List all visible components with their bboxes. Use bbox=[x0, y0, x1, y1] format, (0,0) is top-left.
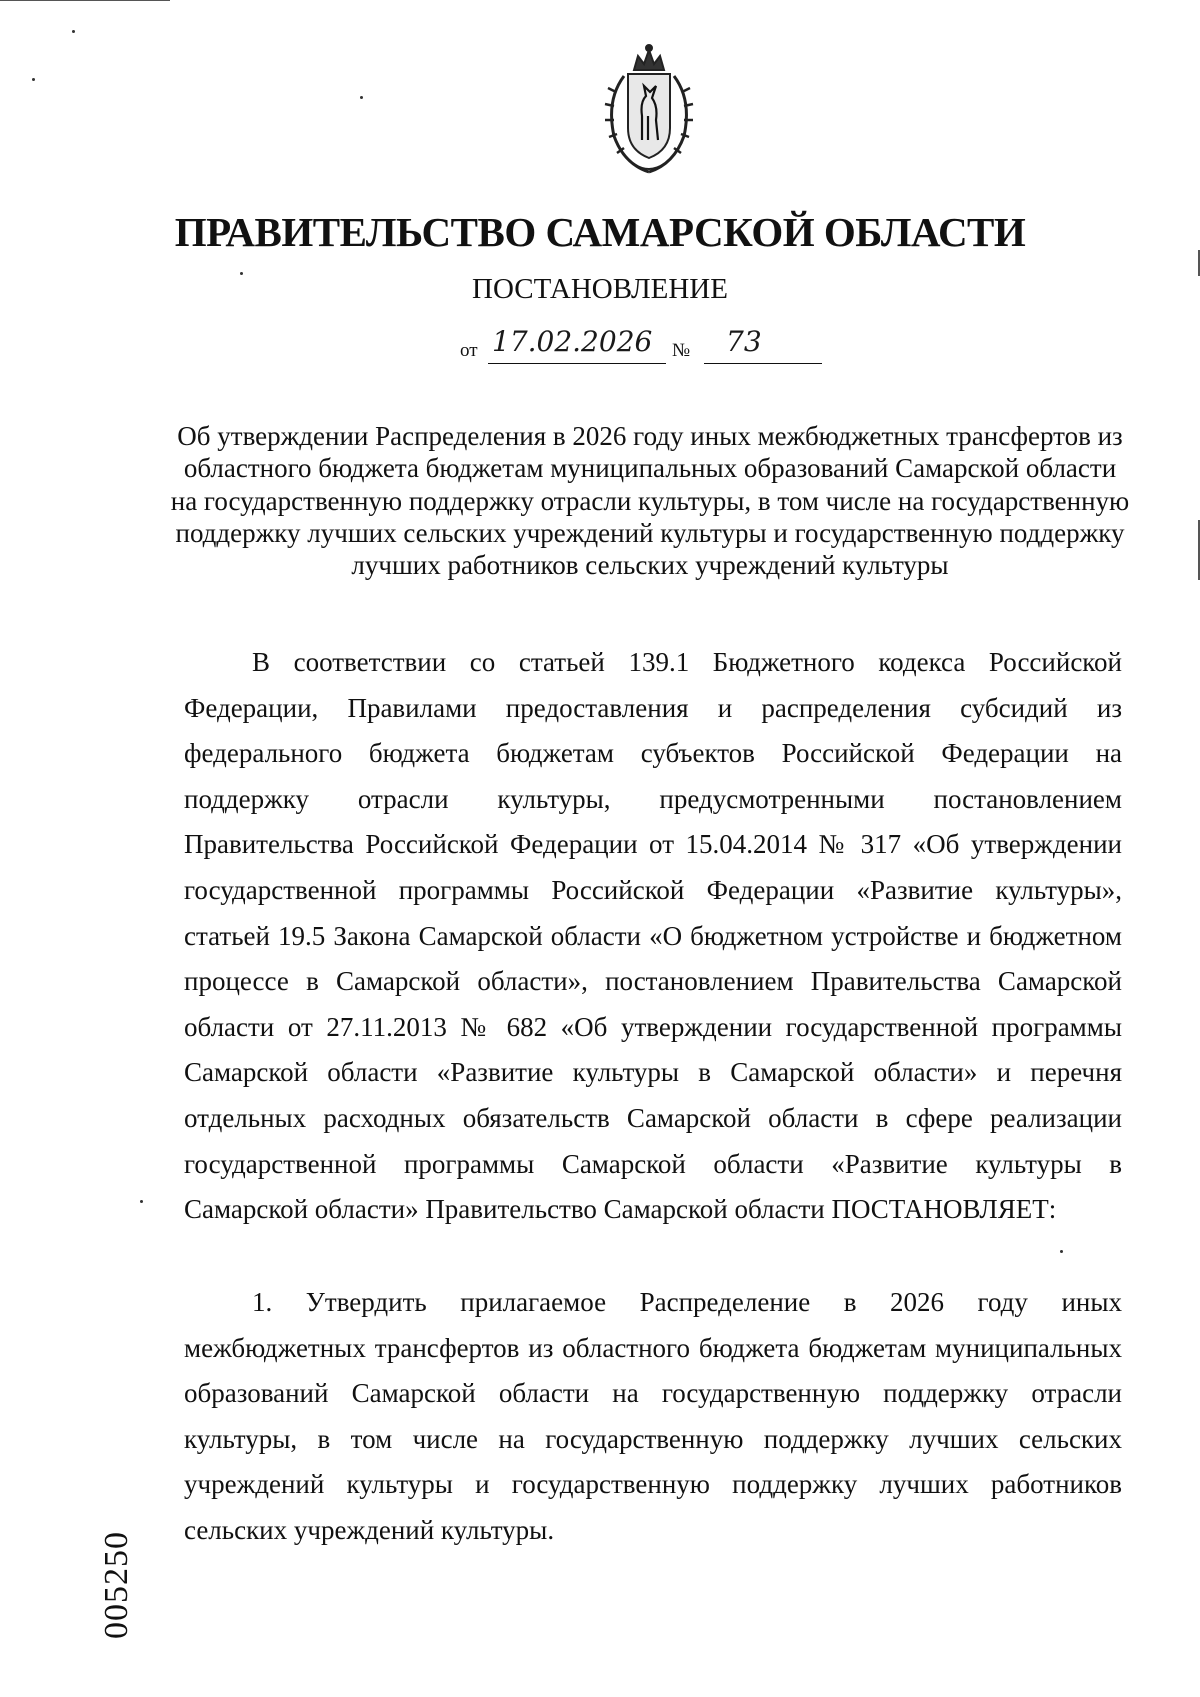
item-1-paragraph bbox=[184, 1280, 1122, 1554]
scan-speck bbox=[140, 1200, 143, 1203]
handwritten-date: 17.02.2026 bbox=[492, 325, 653, 358]
handwritten-number: 73 bbox=[726, 325, 762, 358]
number-label: № bbox=[672, 340, 691, 361]
scan-speck bbox=[32, 78, 35, 81]
scan-speck bbox=[360, 96, 363, 99]
organization-title: ПРАВИТЕЛЬСТВО САМАРСКОЙ ОБЛАСТИ bbox=[174, 209, 1026, 255]
item-1-text: 1. Утвердить прилагаемое Распределение в 2026 году иных межбюджетных трансфертов из областного бюджета бюджетам муниципальных образований Самарской области на государственную поддержку отрасли культуры, в том числе на государственную поддержку лучших сельских учреждений культуры и государственную поддержку лучших работников сельских учреждений культуры. bbox=[184, 1287, 1122, 1545]
decree-subject: Об утверждении Распределения в 2026 году иных межбюджетных трансфертов из областного бюджета бюджетам муниципальных образований Самарской области на государственную поддержку отрасли культуры, в том числе на государственную поддержку лучших сельских учреждений культуры и государственную поддержку лучших работников сельских учреждений культуры bbox=[170, 421, 1130, 581]
document-type: ПОСТАНОВЛЕНИЕ bbox=[472, 273, 728, 305]
coat-of-arms-emblem bbox=[594, 40, 704, 180]
scan-speck bbox=[72, 30, 75, 33]
scan-corner-line bbox=[0, 0, 170, 1]
number-underline bbox=[704, 363, 822, 364]
decree-date-number-row bbox=[460, 325, 860, 368]
scan-speck bbox=[1060, 1250, 1063, 1253]
preamble-text: В соответствии со статьей 139.1 Бюджетного кодекса Российской Федерации, Правилами предоставления и распределения субсидий из федерального бюджета бюджетам субъектов Российской Федерации на поддержку отрасли культуры, предусмотренными постановлением Правительства Российской Федерации от 15.04.2014 № 317 «Об утверждении государственной программы Российской Федерации «Развитие культуры», статьей 19.5 Закона Самарской области «О бюджетном устройстве и бюджетном процессе в Самарской области», постановлением Правительства Самарской области от 27.11.2013 № 682 «Об утверждении государственной программы Самарской области «Развитие культуры в Самарской области» и перечня отдельных расходных обязательств Самарской области в сфере реализации государственной программы Самарской области «Развитие культуры в Самарской области» Правительство Самарской области ПОСТАНОВЛЯЕТ: bbox=[184, 647, 1122, 1225]
side-registration-number: 005250 bbox=[98, 1531, 135, 1639]
date-label: от bbox=[460, 340, 478, 361]
date-underline bbox=[488, 363, 666, 364]
preamble-paragraph bbox=[184, 640, 1122, 1233]
